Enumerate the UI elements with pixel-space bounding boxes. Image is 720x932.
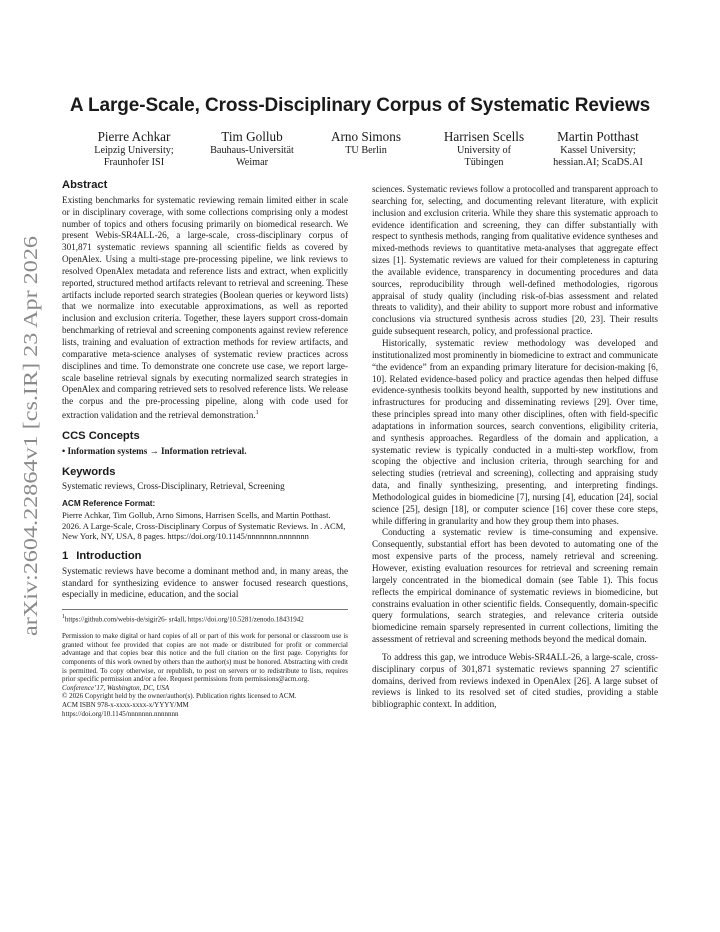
footnote-marker: 1 bbox=[255, 410, 259, 417]
keywords-text: Systematic reviews, Cross-Disciplinary, Retrieval, Screening bbox=[62, 481, 285, 492]
introduction-paragraph: Historically, systematic review methodology was developed and institutionalized most prominently in biomedicine to extract and communicate “the evidence” from an expanding primary literature for decision-making [6, 10]. Related evidence-based policy and practice agendas then helped diffuse evidence-synthesis toolkits beyond health, supported by new institutions and infrastructures for producing and disseminating reviews [29]. Over time, these principles spread into many other disciplines, often with field-specific adaptations in information sources, search conventions, eligibility criteria, and synthesis approaches. Regardless of the domain and application, a systematic review is typically conducted in a multi-step workflow, from scoping the objective and inclusion criteria, through searching for and selecting studies (retrieval and screening), collecting and appraising study data, and finally synthesizing, presenting, and interpreting findings. Methodological guides in biomedicine [7], nursing [4], education [24], social science [25], design [18], or computer science [16] cover these core steps, while differing in granularity and how they group them into phases. bbox=[372, 337, 658, 526]
footnote-mark: 1 bbox=[62, 614, 65, 621]
author bbox=[186, 129, 318, 169]
author-affiliation: TU Berlin bbox=[345, 145, 387, 156]
author-affiliation: Tübingen bbox=[464, 157, 504, 168]
section-number: 1 bbox=[62, 549, 69, 562]
paper-title: A Large-Scale, Cross-Disciplinary Corpus of Systematic Reviews bbox=[69, 95, 651, 116]
introduction-paragraph: To address this gap, we introduce Webis-SR4ALL-26, a large-scale, cross-disciplinary corpus of 301,871 systematic reviews spanning 27 scientific domains, derived from reviews indexed in OpenAlex [26]. A large subset of reviews is linked to its resolved set of cited studies, providing a stable bibliographic context. In addition, bbox=[372, 651, 658, 710]
author bbox=[68, 129, 200, 169]
acm-reference-text: Pierre Achkar, Tim Gollub, Arno Simons, Harrisen Scells, and Martin Potthast. 2026. A Large-Scale, Cross-Disciplinary Corpus of Systematic Reviews. In . ACM, New York, NY, USA, 8 pages. https://doi.org/10.1145/nnnnnnn.nnnnnnn bbox=[62, 510, 346, 542]
introduction-heading bbox=[62, 551, 348, 563]
footnote bbox=[62, 609, 348, 624]
ccs-concepts: • Information systems → Information retrieval. bbox=[62, 445, 247, 456]
abstract-heading: Abstract bbox=[62, 179, 108, 191]
author-affiliation: Leipzig University; bbox=[94, 145, 174, 156]
copyright-line: © 2026 Copyright held by the owner/author(s). Publication rights licensed to ACM. bbox=[62, 692, 297, 701]
abstract-text: Existing benchmarks for systematic reviewing remain limited either in scale or in disciplinary coverage, with some collections comprising only a modest number of topics and others focusing primarily on biomedical research. We present Webis-SR4ALL-26, a large-scale, cross-disciplinary corpus of 301,871 systematic reviews spanning all scientific fields as covered by OpenAlex. Using a multi-stage pre-processing pipeline, we link reviews to resolved OpenAlex metadata and reference lists and extract, when explicitly reported, structured method artifacts relevant to retrieval and screening. These artifacts include reported search strategies (Boolean queries or keyword lists) that we normalize into executable approximations, as well as reported inclusion and exclusion criteria. Together, these layers support cross-domain benchmarking of retrieval and screening components against review reference lists, training and evaluation of extraction methods for review artifacts, and comparative meta-science analyses of systematic review practices across disciplines and time. To demonstrate one concrete use case, we report large-scale baseline retrieval signals by executing normalized search strategies in OpenAlex and comparing retrieved sets to resolved reference lists. We release the corpus and the pre-processing pipeline, along with code used for extraction validation and the retrieval demonstration. bbox=[62, 194, 348, 421]
isbn-line: ACM ISBN 978-x-xxxx-xxxx-x/YYYY/MM bbox=[62, 700, 189, 709]
acm-reference-heading: ACM Reference Format: bbox=[62, 499, 156, 509]
introduction-paragraph: sciences. Systematic reviews follow a protocolled and transparent approach to searching for, selecting, and documenting relevant literature, with explicit inclusion and exclusion criteria. While they share this systematic approach to evidence identification and screening, they can differ substantially with respect to synthesis methods, ranging from qualitative evidence syntheses and mixed-methods reviews to quantitative meta-analyses that aggregate effect sizes [1]. Systematic reviews are valued for their completeness in capturing the available evidence, transparency in documenting procedures and data sources, reproducibility through well-defined methodologies, rigorous appraisal of study quality (including risk-of-bias assessment and related threats to validity), and their ability to support more robust and informative conclusions via structured synthesis across studies [20, 23]. Their results guide subsequent research, policy, and professional practice. bbox=[372, 184, 658, 337]
introduction-paragraph: Systematic reviews have become a dominant method and, in many areas, the standard for synthesizing evidence to answer focused research questions, especially in medicine, education, and the social bbox=[62, 565, 348, 600]
author-name: Harrisen Scells bbox=[443, 129, 525, 144]
keywords-heading: Keywords bbox=[62, 465, 116, 478]
arxiv-stamp-text: arXiv:2604.22864v1 [cs.IR] 23 Apr 2026 bbox=[21, 313, 42, 636]
introduction-paragraph: Conducting a systematic review is time-consuming and expensive. Consequently, substantial effort has been devoted to automating one of the most expensive parts of the process, namely retrieval and screening. However, existing evaluation resources for retrieval and screening remain largely concentrated in the biomedical domain (see Table 1). This focus reflects the empirical dominance of systematic reviews in biomedicine, but constrains evaluation in other scientific fields. Consequently, domain-specific query formulations, search strategies, and relevance criteria outside biomedicine remain sparsely represented in current collections, limiting the assessment of retrieval and screening methods beyond the medical domain. bbox=[372, 527, 658, 645]
author-name: Tim Gollub bbox=[221, 129, 283, 144]
ccs-heading: CCS Concepts bbox=[62, 429, 140, 442]
abstract-body bbox=[62, 195, 348, 422]
author bbox=[418, 129, 550, 169]
author-affiliation: Fraunhofer ISI bbox=[103, 157, 165, 168]
author-affiliation: University of bbox=[456, 145, 512, 156]
author-name: Martin Potthast bbox=[557, 129, 639, 144]
author bbox=[300, 129, 432, 157]
right-column bbox=[372, 184, 658, 711]
section-title: Introduction bbox=[76, 549, 142, 562]
left-column bbox=[62, 180, 348, 718]
conference-line bbox=[62, 684, 348, 693]
arxiv-identifier-stamp bbox=[8, 236, 48, 636]
author-name: Pierre Achkar bbox=[97, 129, 171, 144]
permission-block bbox=[62, 632, 348, 718]
footnote-text: https://github.com/webis-de/sigir26- sr4all, https://doi.org/10.5281/zenodo.18431942 bbox=[64, 615, 304, 624]
conference-text: Conference’17, Washington, DC, USA bbox=[62, 683, 170, 692]
permission-text: Permission to make digital or hard copies of all or part of this work for personal or classroom use is granted without fee provided that copies are not made or distributed for profit or commercial advantage and that copies bear this notice and the full citation on the first page. Copyrights for components of this work owned by others than the author(s) must be honored. Abstracting with credit is permitted. To copy otherwise, or republish, to post on servers or to redistribute to lists, requires prior specific permission and/or a fee. Request permissions from permissions@acm.org. bbox=[62, 632, 348, 684]
author-affiliation: hessian.AI; ScaDS.AI bbox=[553, 157, 643, 168]
author-name: Arno Simons bbox=[331, 129, 401, 144]
author-affiliation: Bauhaus-Universität bbox=[210, 145, 294, 156]
doi-line: https://doi.org/10.1145/nnnnnnn.nnnnnnn bbox=[62, 709, 179, 718]
author-affiliation: Weimar bbox=[236, 157, 268, 168]
author bbox=[532, 129, 664, 169]
author-affiliation: Kassel University; bbox=[560, 145, 636, 156]
